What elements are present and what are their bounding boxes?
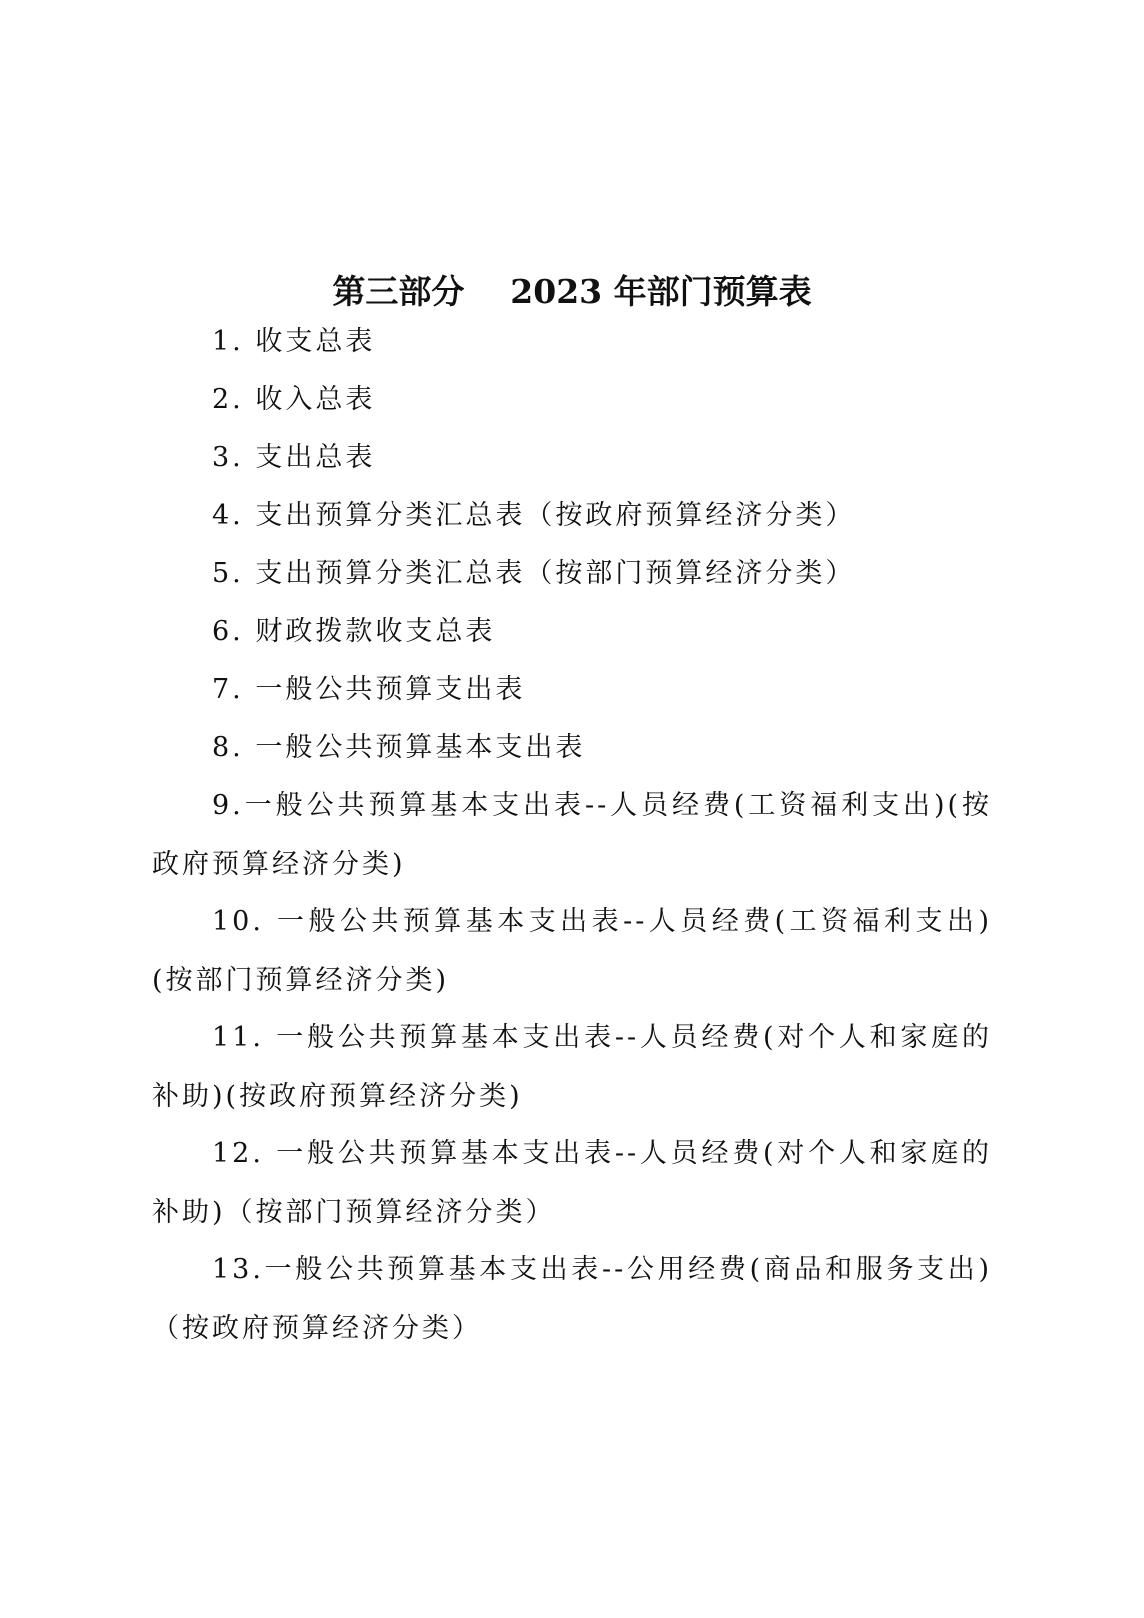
list-item: 11. 一般公共预算基本支出表--人员经费(对个人和家庭的补助)(按政府预算经济分类) — [152, 1022, 992, 1112]
list-item: 9.一般公共预算基本支出表--人员经费(工资福利支出)(按政府预算经济分类) — [152, 790, 992, 880]
list-item: 12. 一般公共预算基本支出表--人员经费(对个人和家庭的补助)（按部门预算经济分类） — [152, 1138, 992, 1228]
list-item: 5. 支出预算分类汇总表（按部门预算经济分类） — [212, 558, 856, 589]
list-item: 2. 收入总表 — [212, 384, 376, 415]
list-item: 10. 一般公共预算基本支出表--人员经费(工资福利支出)(按部门预算经济分类) — [152, 906, 992, 996]
list-item: 4. 支出预算分类汇总表（按政府预算经济分类） — [212, 500, 856, 531]
list-item: 6. 财政拨款收支总表 — [212, 616, 496, 647]
list-item: 13.一般公共预算基本支出表--公用经费(商品和服务支出)（按政府预算经济分类） — [152, 1254, 992, 1344]
list-item: 7. 一般公共预算支出表 — [212, 674, 526, 705]
page-title: 第三部分 2023 年部门预算表 — [332, 272, 812, 311]
list-item: 8. 一般公共预算基本支出表 — [212, 732, 586, 763]
list-item: 1. 收支总表 — [212, 326, 376, 357]
list-item: 3. 支出总表 — [212, 442, 376, 473]
